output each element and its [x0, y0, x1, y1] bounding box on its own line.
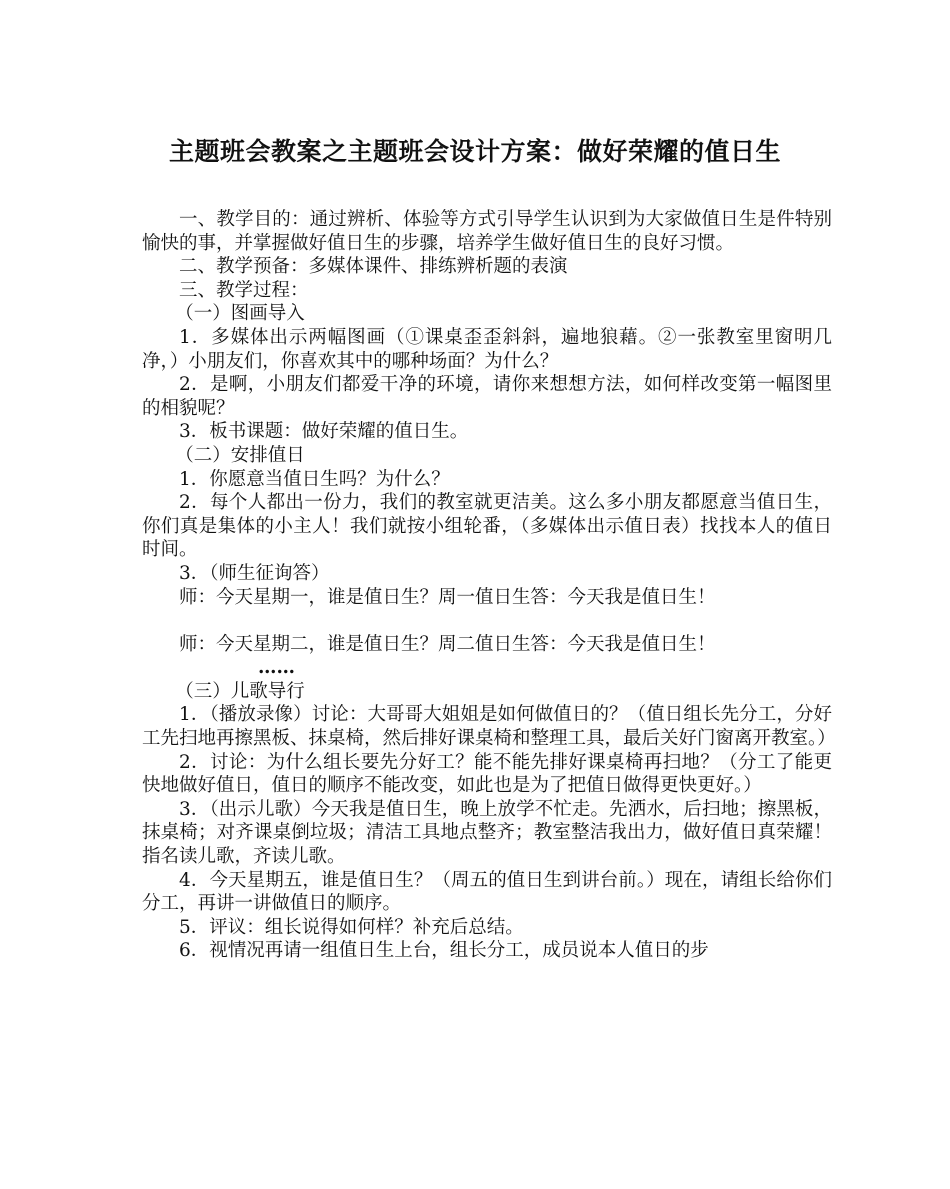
paragraph-process-heading: 三、教学过程：	[179, 279, 309, 301]
paragraph-step: 2．每个人都出一份力，我们的教室就更洁美。这么多小朋友都愿意当值日生，你们真是集体的小主人！我们就按小组轮番，（多媒体出示值日表）找找本人的值日时间。	[142, 492, 832, 561]
paragraph-step: 6．视情况再请一组值日生上台，组长分工，成员说本人值日的步	[179, 940, 709, 962]
paragraph-step: 3．（师生征询答）	[179, 562, 330, 584]
section-heading-arrange-duty: （二）安排值日	[175, 444, 305, 466]
paragraph-step: 1．多媒体出示两幅图画（①课桌歪歪斜斜，遍地狼藉。②一张教室里窗明几净，）小朋友们，你喜欢其中的哪种场面？为什么？	[142, 326, 832, 372]
section-heading-nursery-rhyme: （三）儿歌导行	[175, 680, 305, 702]
paragraph-step: 5．评议：组长说得如何样？补充后总结。	[179, 916, 524, 938]
section-heading-picture-intro: （一）图画导入	[175, 303, 305, 325]
document-title: 主题班会教案之主题班会设计方案：做好荣耀的值日生	[168, 137, 781, 166]
paragraph-preparation: 二、教学预备：多媒体课件、排练辨析题的表演	[179, 256, 568, 278]
paragraph-objectives: 一、教学目的：通过辨析、体验等方式引导学生认识到为大家做值日生是件特别愉快的事，并掌握做好值日生的步骤，培养学生做好值日生的良好习惯。	[142, 209, 832, 254]
paragraph-step: 2．讨论：为什么组长要先分好工？能不能先排好课桌椅再扫地？（分工了能更快地做好值日，值日的顺序不能改变，如此也是为了把值日做得更快更好。）	[142, 751, 832, 797]
paragraph-step: 3．板书课题：做好荣耀的值日生。	[179, 421, 469, 443]
document-body	[142, 208, 836, 963]
paragraph-step: 4．今天星期五，谁是值日生？（周五的值日生到讲台前。）现在，请组长给你们分工，再讲一讲做值日的顺序。	[142, 869, 832, 915]
paragraph-dialogue: 师：今天星期二，谁是值日生？周二值日生答：今天我是值日生！	[179, 633, 716, 655]
ellipsis: ……	[258, 657, 295, 679]
paragraph-step: 1．（播放录像）讨论：大哥哥大姐姐是如何做值日的？（值日组长先分工，分好工先扫地再擦黑板、抹桌椅，然后排好课桌椅和整理工具，最后关好门窗离开教室。）	[142, 704, 836, 750]
paragraph-step: 1．你愿意当值日生吗？为什么？	[179, 468, 450, 490]
paragraph-dialogue: 师：今天星期一，谁是值日生？周一值日生答：今天我是值日生！	[179, 586, 716, 608]
paragraph-step: 3．（出示儿歌）今天我是值日生，晚上放学不忙走。先洒水，后扫地；擦黑板，抹桌椅；对齐课桌倒垃圾；清洁工具地点整齐；教室整洁我出力，做好值日真荣耀！指名读儿歌，齐读儿歌。	[142, 798, 832, 868]
paragraph-step: 2．是啊，小朋友们都爱干净的环境，请你来想想方法，如何样改变第一幅图里的相貌呢？	[142, 374, 832, 419]
